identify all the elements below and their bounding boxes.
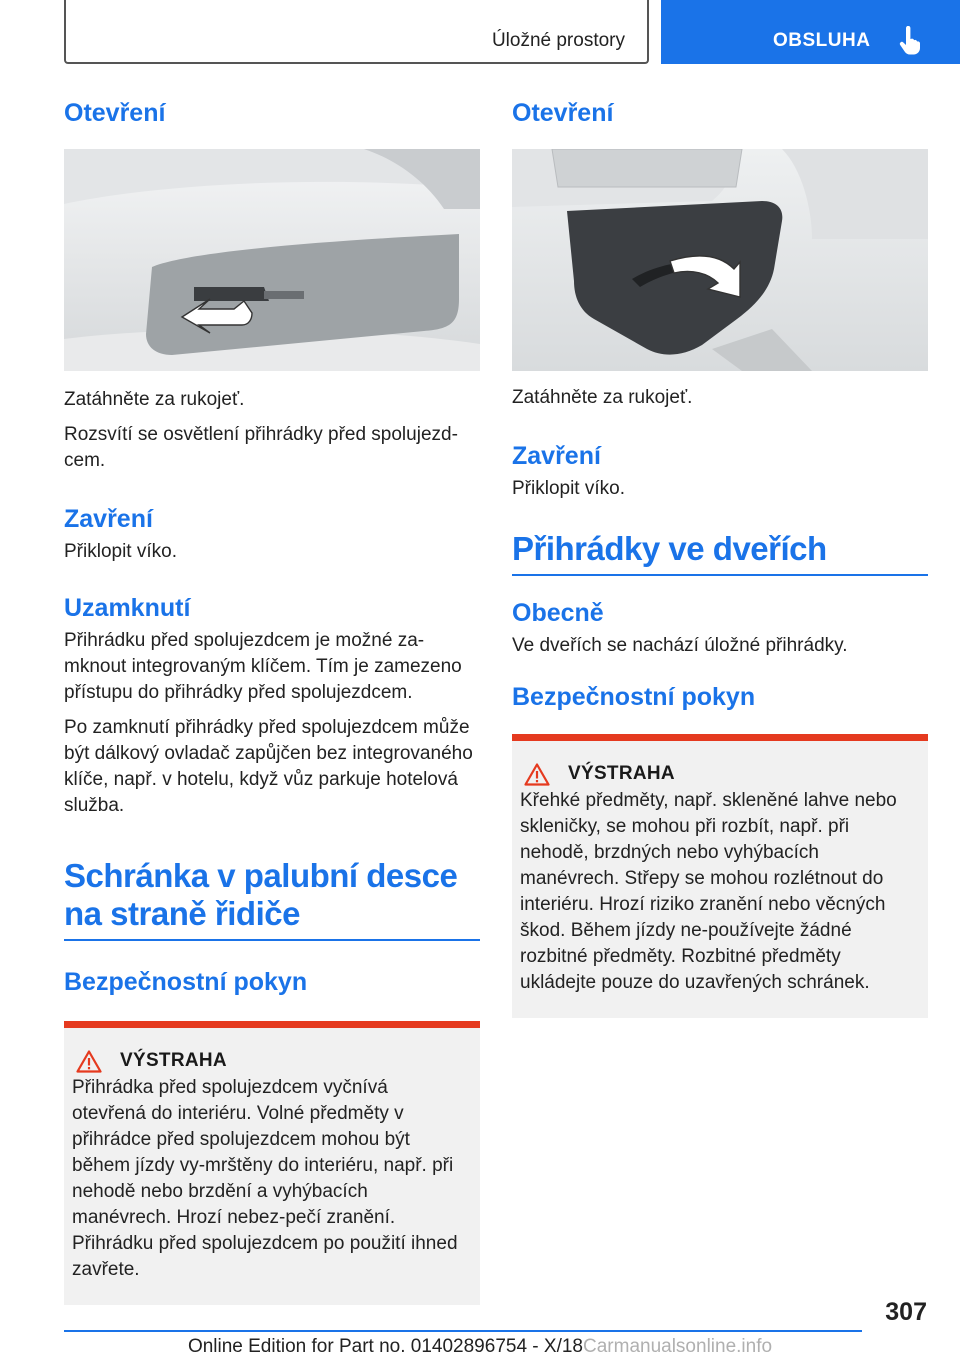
right-close-title: Zavření	[512, 442, 601, 470]
left-warning-box	[64, 1021, 480, 1305]
footer-watermark: Carmanualsonline.info	[583, 1336, 773, 1357]
right-warning-box	[512, 734, 928, 1018]
header-section-tab	[64, 0, 649, 64]
warning-triangle-icon	[524, 763, 550, 786]
right-open-title: Otevření	[512, 99, 614, 127]
left-open-note: Rozsvítí se osvětlení přihrádky před spolujezd-cem.	[64, 424, 458, 471]
left-warning-header	[72, 1050, 466, 1073]
left-lock-text-1: Přihrádku před spolujezdcem je možné za-mknout integrovaným klíčem. Tím je zamezeno přístupu do přihrádky před spolujezdcem.	[64, 630, 462, 703]
right-safety-title: Bezpečnostní pokyn	[512, 682, 756, 711]
footer-divider	[64, 1330, 862, 1332]
right-warning-header	[520, 763, 914, 786]
left-safety-title: Bezpečnostní pokyn	[64, 967, 308, 996]
footer-edition-line	[0, 1336, 960, 1358]
right-warning-title: VÝSTRAHA	[568, 763, 675, 785]
left-open-title: Otevření	[64, 99, 166, 127]
left-warning-title: VÝSTRAHA	[120, 1050, 227, 1072]
right-close-text: Přiklopit víko.	[512, 478, 625, 499]
footer-edition: Online Edition for Part no. 01402896754 - X/18	[187, 1336, 583, 1357]
right-general-title: Obecně	[512, 598, 604, 627]
left-driver-section-title: Schránka v palubní desce na straně řidiče	[64, 857, 480, 941]
glovebox-passenger-image	[512, 149, 928, 371]
right-column	[512, 98, 928, 1018]
page-number: 307	[885, 1298, 927, 1326]
left-close-text: Přiklopit víko.	[64, 541, 177, 562]
right-warning-text: Křehké předměty, např. skleněné lahve nebo skleničky, se mohou při rozbít, např. při nehodě, brzdných nebo vyhýbacích manévrech. Střepy se mohou rozlétnout do interiéru. Hrozí riziko zranění nebo věcných škod. Během jízdy ne-používejte žádné rozbitné předměty. Rozbitné předměty ukládejte pouze do uzavřených schránek.	[520, 789, 897, 993]
left-close-title: Zavření	[64, 505, 153, 533]
header-chapter-title: OBSLUHA	[773, 30, 871, 51]
glovebox-driver-image	[64, 149, 480, 371]
header-section-title: Úložné prostory	[491, 30, 625, 51]
warning-triangle-icon	[76, 1050, 102, 1073]
right-doors-section-title: Přihrádky ve dveřích	[512, 530, 928, 576]
left-lock-text-2: Po zamknutí přihrádky před spolujezdcem může být dálkový ovladač zapůjčen bez integrovaného klíče, např. v hotelu, když vůz parkuje hotelová služba.	[64, 717, 473, 816]
left-lock-title: Uzamknutí	[64, 594, 191, 622]
left-column	[64, 98, 480, 1305]
header-chapter-tab[interactable]	[661, 0, 960, 64]
hand-pointer-icon	[897, 26, 923, 56]
right-open-step: Zatáhněte za rukojeť.	[512, 387, 693, 408]
left-open-step: Zatáhněte za rukojeť.	[64, 389, 245, 410]
left-warning-text: Přihrádka před spolujezdcem vyčnívá otevřená do interiéru. Volné předměty v přihrádce před spolujezdcem mohou být během jízdy vy-mrštěny do interiéru, např. při nehodě nebo brzdění a vyhýbacích manévrech. Hrozí nebez-pečí zranění. Přihrádku před spolujezdcem po použití ihned zavřete.	[72, 1076, 458, 1280]
right-general-text: Ve dveřích se nachází úložné přihrádky.	[512, 634, 848, 656]
